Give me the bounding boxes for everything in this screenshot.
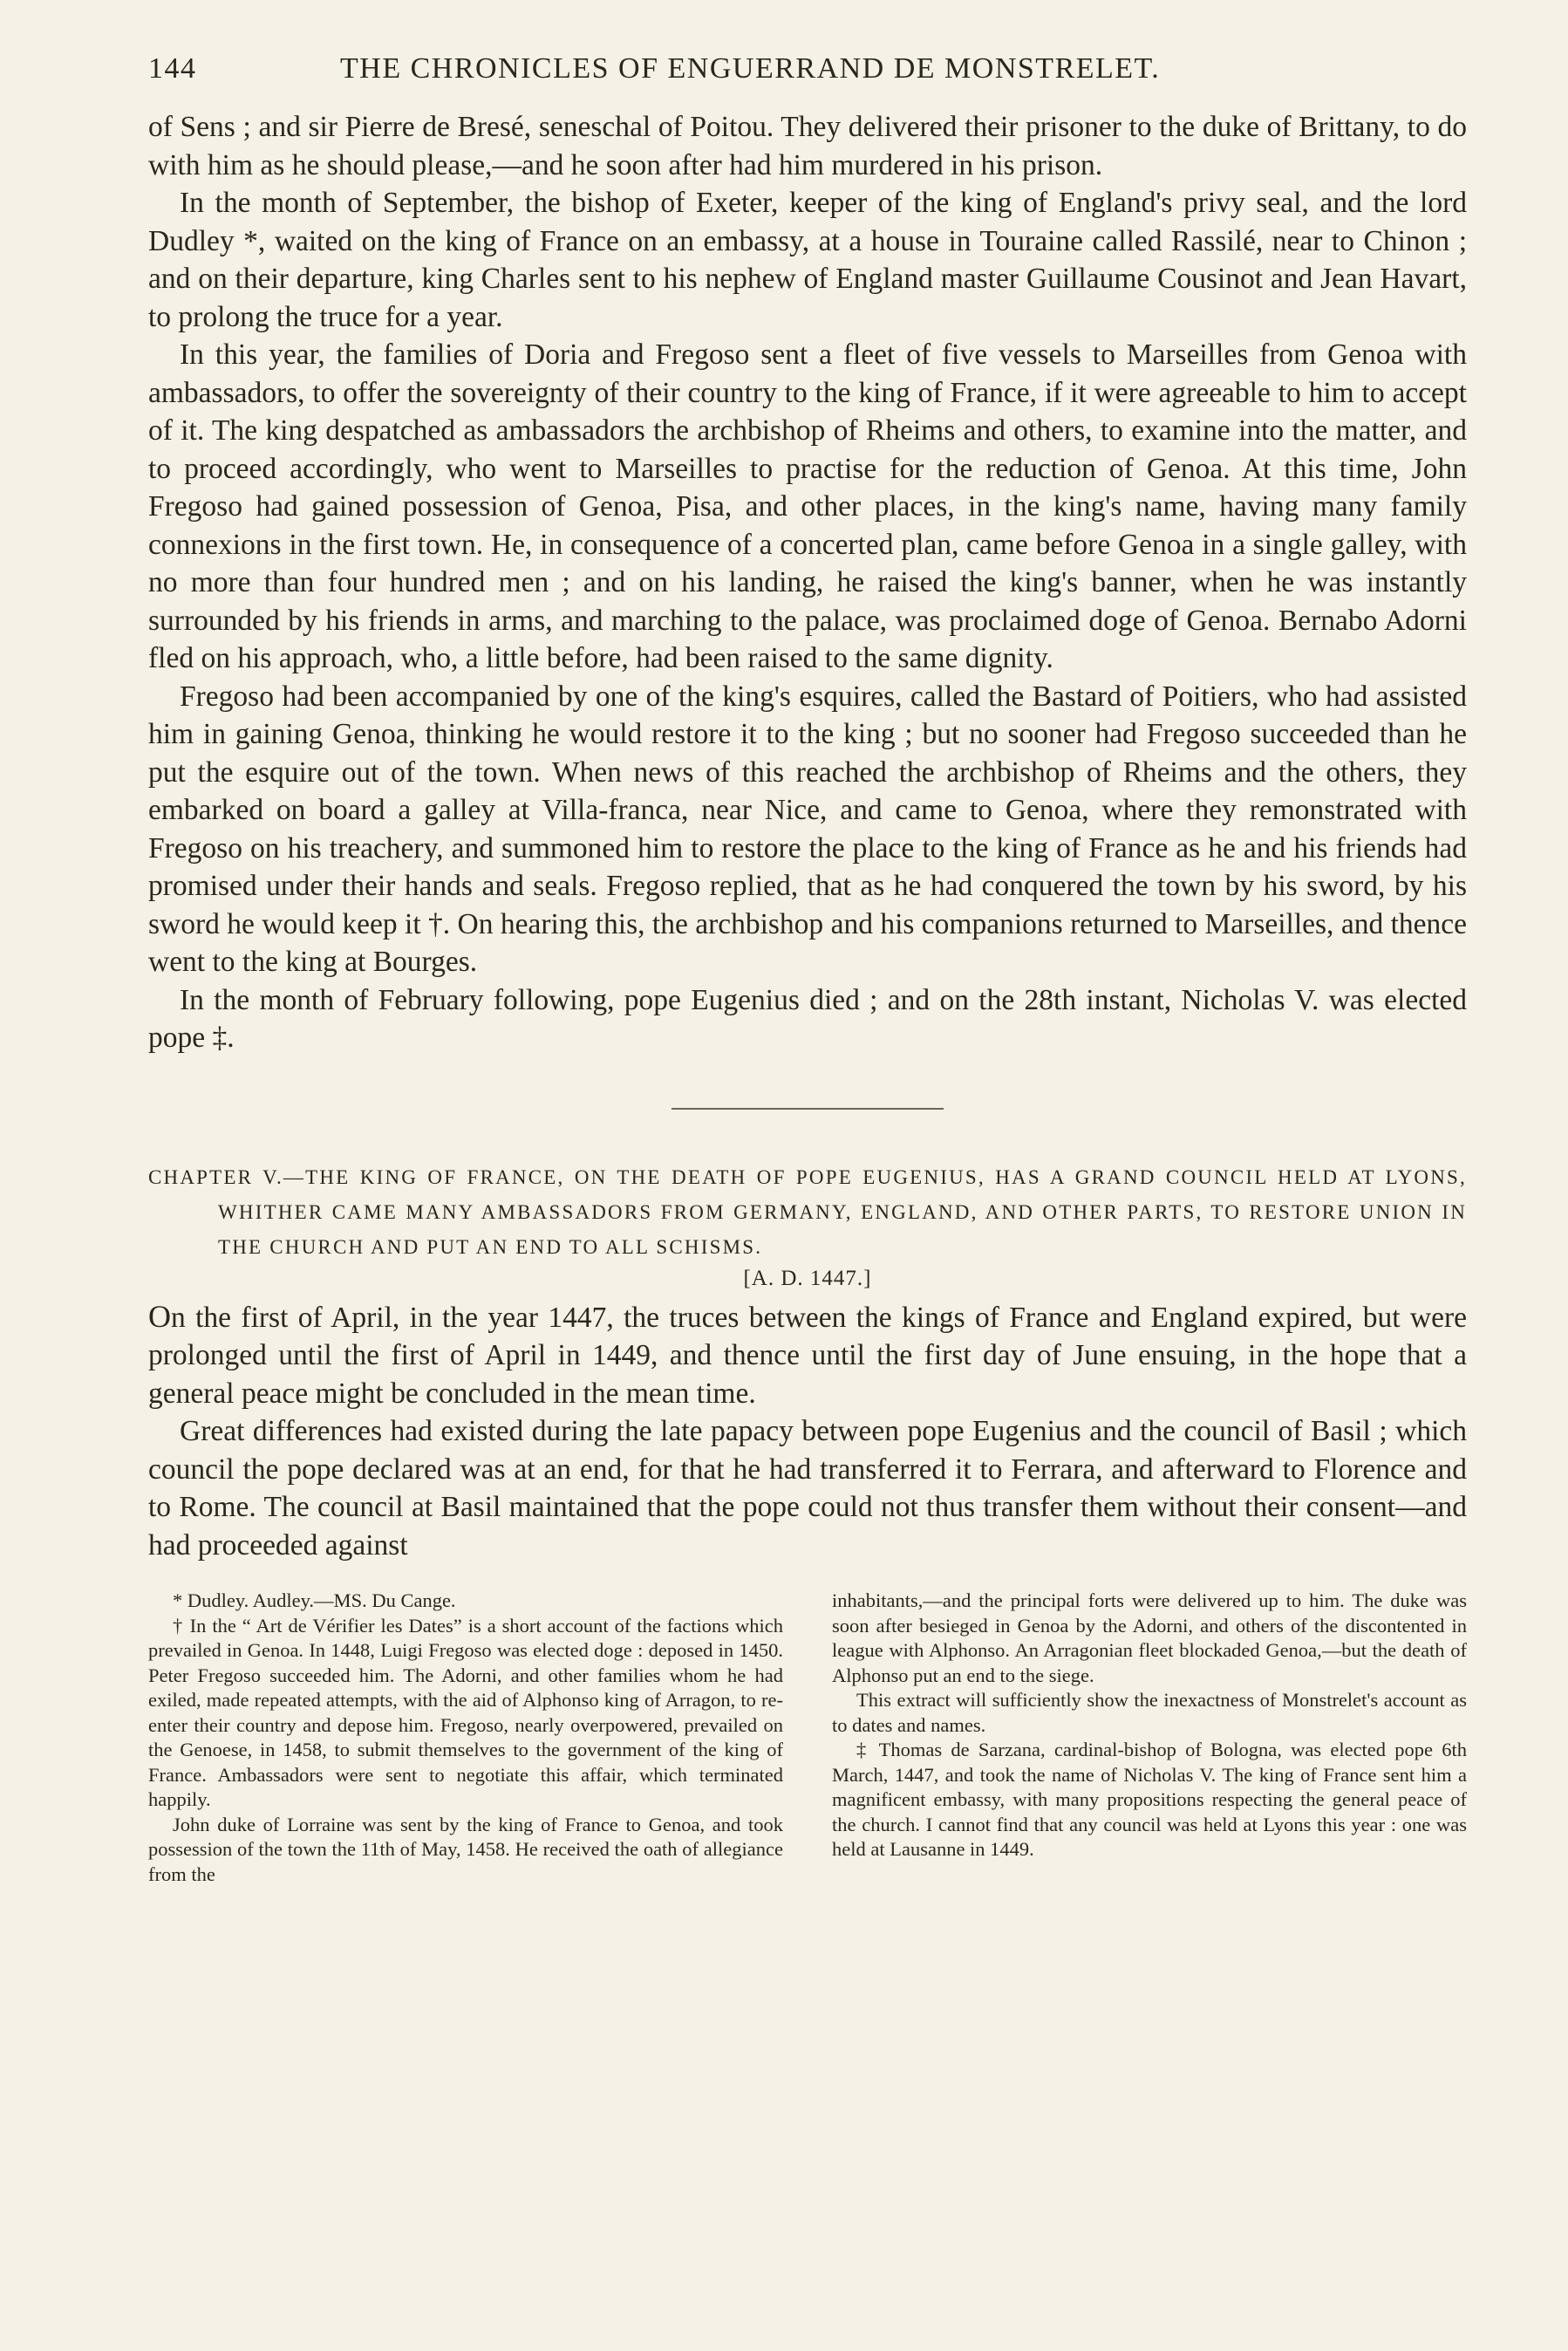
footnotes — [148, 1589, 1467, 1887]
page-number: 144 — [148, 52, 197, 85]
footnote: † In the “ Art de Vérifier les Dates” is a short account of the factions which prevailed in Genoa. In 1448, Luigi Fregoso was elected doge : deposed in 1450. Peter Fregoso succeeded him. The Adorni, and other families whom he had exiled, made repeated attempts, with the aid of Alphonso king of Arragon, to re-enter their country and depose him. Fregoso, nearly overpowered, prevailed on the Genoese, in 1458, to submit themselves to the government of the king of France. Ambassadors were sent to negotiate this affair, which terminated happily. — [148, 1614, 783, 1810]
paragraph: On the first of April, in the year 1447, the truces between the kings of France and England expired, but were prolonged until the first of April in 1449, and thence until the first day of June ensuing, in the hope that a general peace might be concluded in the mean time. — [148, 1298, 1467, 1410]
chapter-heading: CHAPTER V.—THE KING OF FRANCE, ON THE DEATH OF POPE EUGENIUS, HAS A GRAND COUNCIL HELD AT LYONS, WHITHER CAME MANY AMBASSADORS FROM GERMANY, ENGLAND, AND OTHER PARTS, TO RESTORE UNION IN THE CHURCH AND PUT AN END TO ALL SCHISMS. — [148, 1165, 1467, 1258]
footnote: inhabitants,—and the principal forts were delivered up to him. The duke was soon after besieged in Genoa by the Adorni, and others of the discontented in league with Alphonso. An Arragonian fleet blockaded Genoa,—but the death of Alphonso put an end to the siege. — [832, 1589, 1467, 1686]
chapter-date: [A. D. 1447.] — [743, 1266, 872, 1290]
footnotes-left-column — [148, 1589, 783, 1887]
section-divider — [672, 1108, 944, 1110]
footnote: ‡ Thomas de Sarzana, cardinal-bishop of Bologna, was elected pope 6th March, 1447, and took the name of Nicholas V. The king of France sent him a magnificent embassy, with many propositions respecting the general peace of the church. I cannot find that any council was held at Lyons this year : one was held at Lausanne in 1449. — [832, 1739, 1467, 1860]
footnote: * Dudley. Audley.—MS. Du Cange. — [173, 1589, 456, 1611]
page — [148, 52, 1467, 2303]
footnote: This extract will sufficiently show the inexactness of Monstrelet's account as to dates and names. — [832, 1689, 1467, 1736]
chapter-text — [148, 1298, 1467, 1565]
paragraph: In this year, the families of Doria and Fregoso sent a fleet of five vessels to Marseilles from Genoa with ambassadors, to offer the sovereignty of their country to the king of France, if it were agreeable to him to accept of it. The king despatched as ambassadors the archbishop of Rheims and others, to examine into the matter, and to proceed accordingly, who went to Marseilles to practise for the reduction of Genoa. At this time, John Fregoso had gained possession of Genoa, Pisa, and other places, in the king's name, having many family connexions in the first town. He, in consequence of a concerted plan, came before Genoa in a single galley, with no more than four hundred men ; and on his landing, he raised the king's banner, when he was instantly surrounded by his friends in arms, and marching to the palace, was proclaimed doge of Genoa. Bernabo Adorni fled on his approach, who, a little before, had been raised to the same dignity. — [148, 338, 1467, 674]
paragraph: In the month of February following, pope Eugenius died ; and on the 28th instant, Nicholas V. was elected pope ‡. — [148, 983, 1467, 1054]
paragraph: Great differences had existed during the late papacy between pope Eugenius and the council of Basil ; which council the pope declared was at an end, for that he had transferred it to Ferrara, and afterward to Florence and to Rome. The council at Basil maintained that the pope could not thus transfer them without their consent—and had proceeded against — [148, 1415, 1467, 1562]
main-text — [148, 108, 1467, 1057]
paragraph: Fregoso had been accompanied by one of the king's esquires, called the Bastard of Poitiers, who had assisted him in gaining Genoa, thinking he would restore it to the king ; but no sooner had Fregoso succeeded than he put the esquire out of the town. When news of this reached the archbishop of Rheims and the others, they embarked on board a galley at Villa-franca, near Nice, and came to Genoa, where they remonstrated with Fregoso on his treachery, and summoned him to restore the place to the king of France as he and his friends had promised under their hands and seals. Fregoso replied, that as he had conquered the town by his sword, by his sword he would keep it †. On hearing this, the archbishop and his companions returned to Marseilles, and thence went to the king at Bourges. — [148, 680, 1467, 978]
paragraph: of Sens ; and sir Pierre de Bresé, seneschal of Poitou. They delivered their prisoner to the duke of Brittany, to do with him as he should please,—and he soon after had him murdered in his prison. — [148, 111, 1467, 181]
footnote: John duke of Lorraine was sent by the king of France to Genoa, and took possession of the town the 11th of May, 1458. He received the oath of allegiance from the — [148, 1813, 783, 1885]
paragraph: In the month of September, the bishop of Exeter, keeper of the king of England's privy seal, and the lord Dudley *, waited on the king of France on an embassy, at a house in Touraine called Rassilé, near to Chinon ; and on their departure, king Charles sent to his nephew of England master Guillaume Cousinot and Jean Havart, to prolong the truce for a year. — [148, 187, 1467, 333]
footnotes-right-column — [832, 1589, 1467, 1887]
running-head — [148, 52, 1467, 108]
running-title: THE CHRONICLES OF ENGUERRAND DE MONSTRELET. — [340, 52, 1161, 85]
